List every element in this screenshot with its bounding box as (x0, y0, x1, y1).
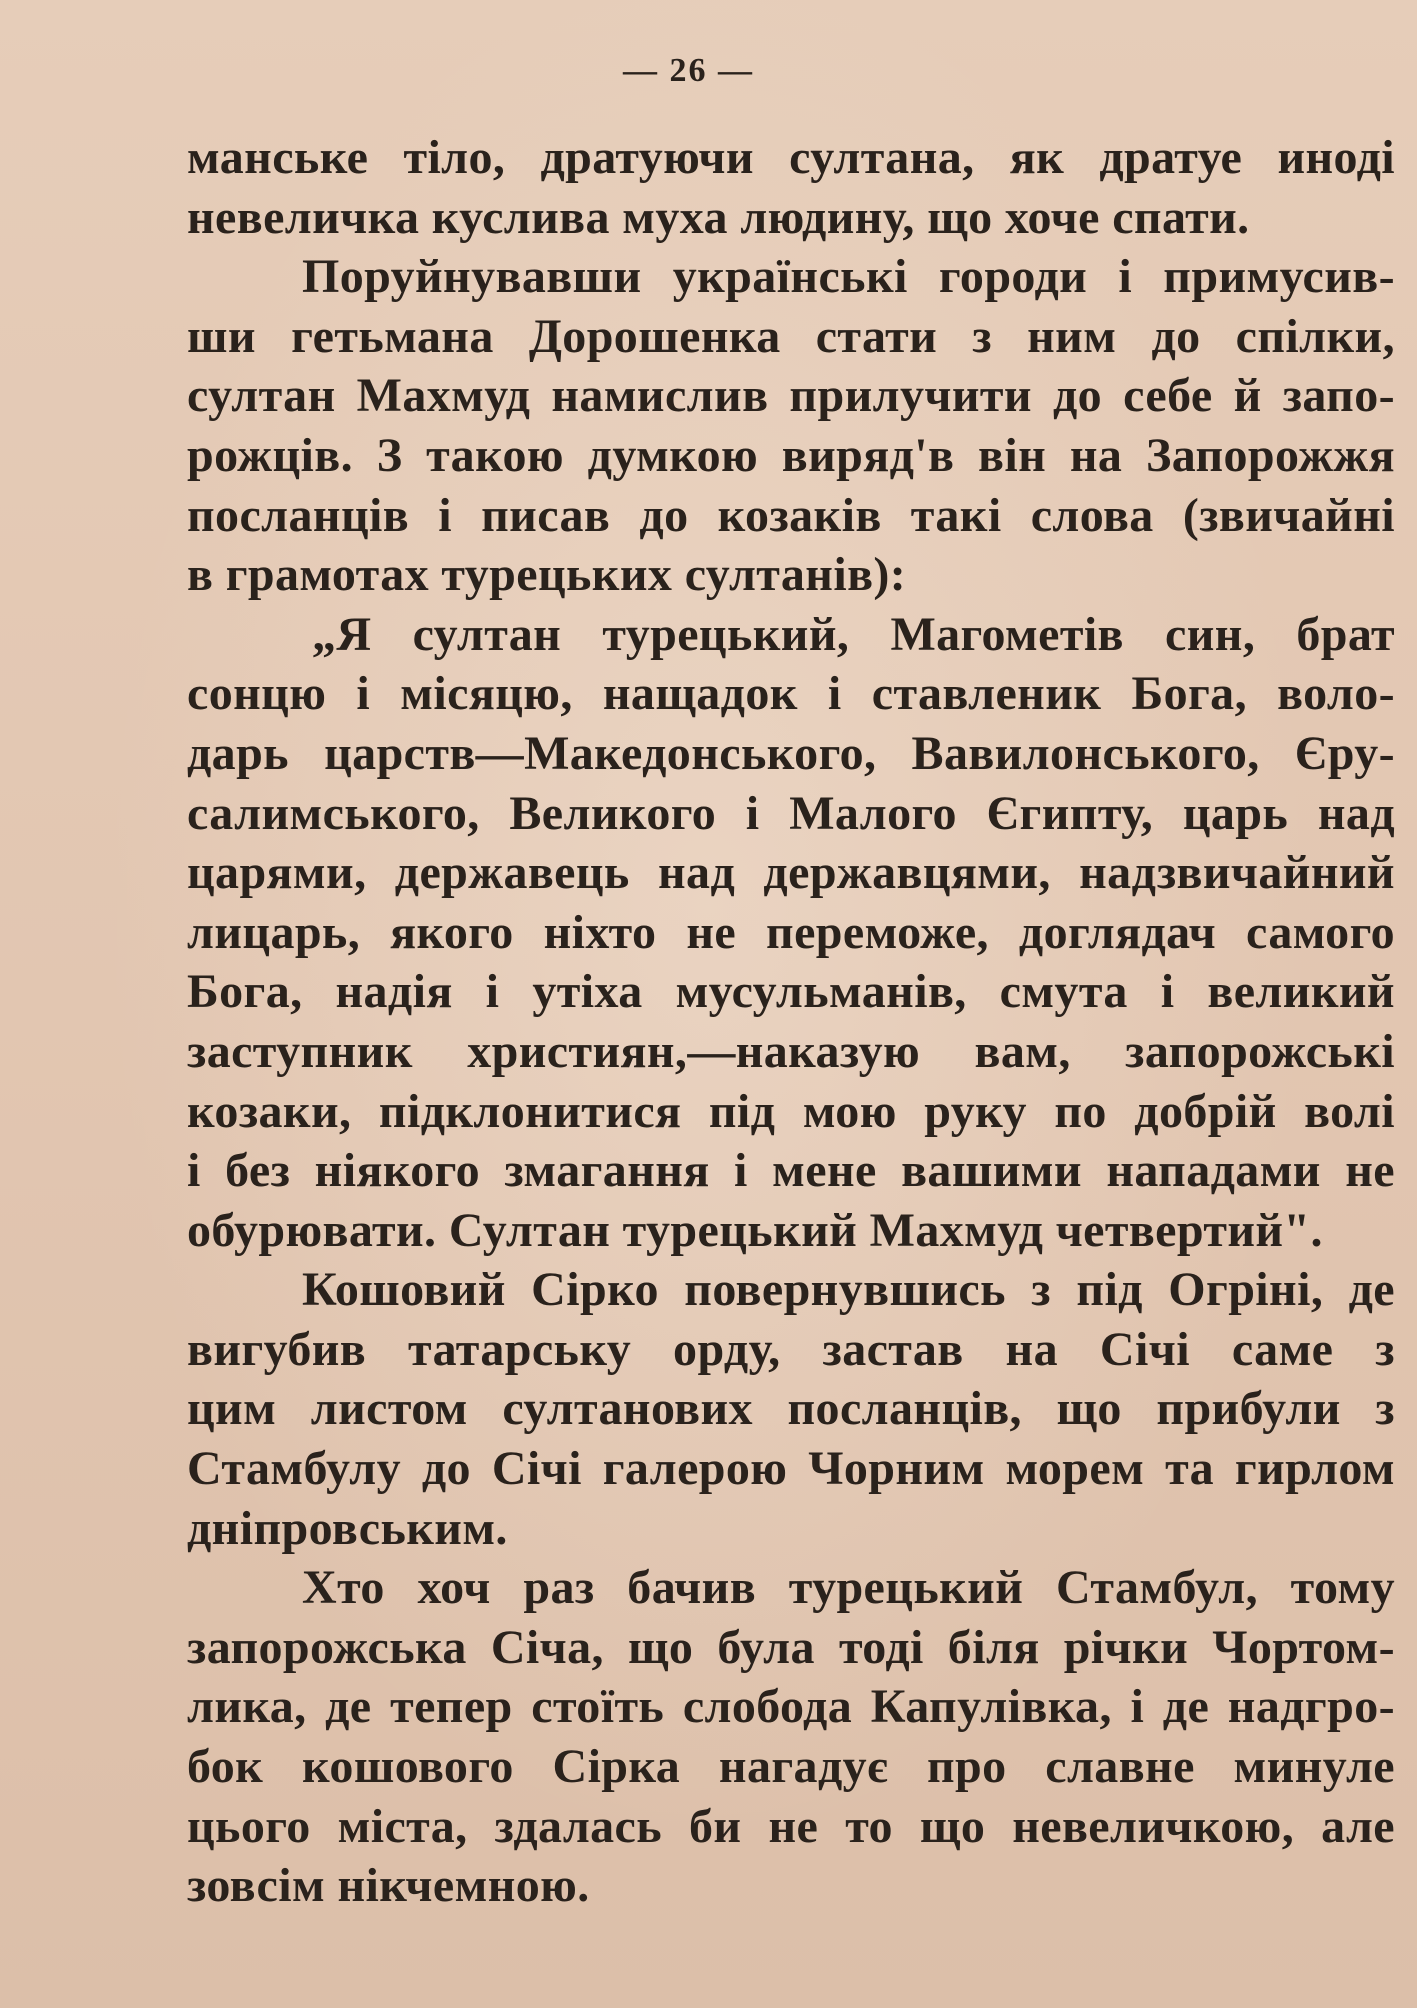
text-line: невеличка куслива муха людину, що хоче спати. (187, 190, 1250, 244)
text-line: козаки, підклонитися під мою руку по добрій волі (187, 1084, 1395, 1138)
text-line: лицарь, якого ніхто не переможе, доглядач самого (187, 905, 1395, 959)
paragraph (187, 247, 1395, 605)
text-line: обурювати. Султан турецький Махмуд четвертий". (187, 1203, 1323, 1257)
text-line: і без ніякого змагання і мене вашими нападами не (187, 1144, 1395, 1198)
text-line: Кошовий Сірко повернувшись з під Огріні, де (302, 1263, 1395, 1317)
text-line: салимського, Великого і Малого Єгипту, царь над (187, 786, 1395, 840)
text-line: Стамбулу до Січі галерою Чорним морем та гирлом (187, 1442, 1395, 1496)
text-line: вигубив татарську орду, застав на Січі саме з (187, 1322, 1395, 1376)
text-line: сонцю і місяцю, нащадок і ставленик Бога, воло- (187, 667, 1395, 721)
text-line: цього міста, здалась би не то що невеличкою, але (187, 1799, 1395, 1853)
text-line: царями, державець над державцями, надзвичайний (187, 846, 1395, 900)
text-line: ши гетьмана Дорошенка стати з ним до спілки, (187, 309, 1395, 363)
text-line: посланців і писав до козаків такі слова (звичайні (187, 488, 1395, 542)
text-line: Поруйнувавши українські городи і примусив- (302, 250, 1395, 304)
text-line: лика, де тепер стоїть слобода Капулівка, і де надгро- (187, 1680, 1395, 1734)
paragraph-quote (187, 605, 1395, 1261)
text-line: рожців. З такою думкою виряд'в він на Запорожжя (187, 428, 1395, 482)
text-line: манське тіло, дратуючи султана, як дратуе иноді (187, 131, 1395, 184)
text-line: султан Махмуд намислив прилучити до себе й запо- (187, 369, 1395, 423)
text-line: дніпровським. (187, 1501, 508, 1555)
text-line: в грамотах турецьких султанів): (187, 548, 907, 602)
text-line: Бога, надія і утіха мусульманів, смута і великий (187, 965, 1395, 1019)
text-line: зовсім нікчемною. (187, 1859, 590, 1913)
text-line: дарь царств—Македонського, Вавилонського, Єру- (187, 726, 1395, 780)
paragraph (187, 1558, 1395, 1916)
body-text (187, 128, 1395, 1916)
page-number: — 26 — (623, 52, 754, 89)
text-line: „Я султан турецький, Магометів син, брат (312, 607, 1395, 661)
paragraph (187, 1260, 1395, 1558)
text-line: бок кошового Сірка нагадує про славне минуле (187, 1740, 1395, 1794)
text-line: цим листом султанових посланців, що прибули з (187, 1382, 1395, 1436)
text-line: запорожська Січа, що була тоді біля річки Чортом- (187, 1620, 1395, 1674)
text-line: заступник християн,—наказую вам, запорожські (187, 1024, 1395, 1078)
text-line: Хто хоч раз бачив турецький Стамбул, тому (302, 1561, 1395, 1615)
paragraph (187, 128, 1395, 247)
